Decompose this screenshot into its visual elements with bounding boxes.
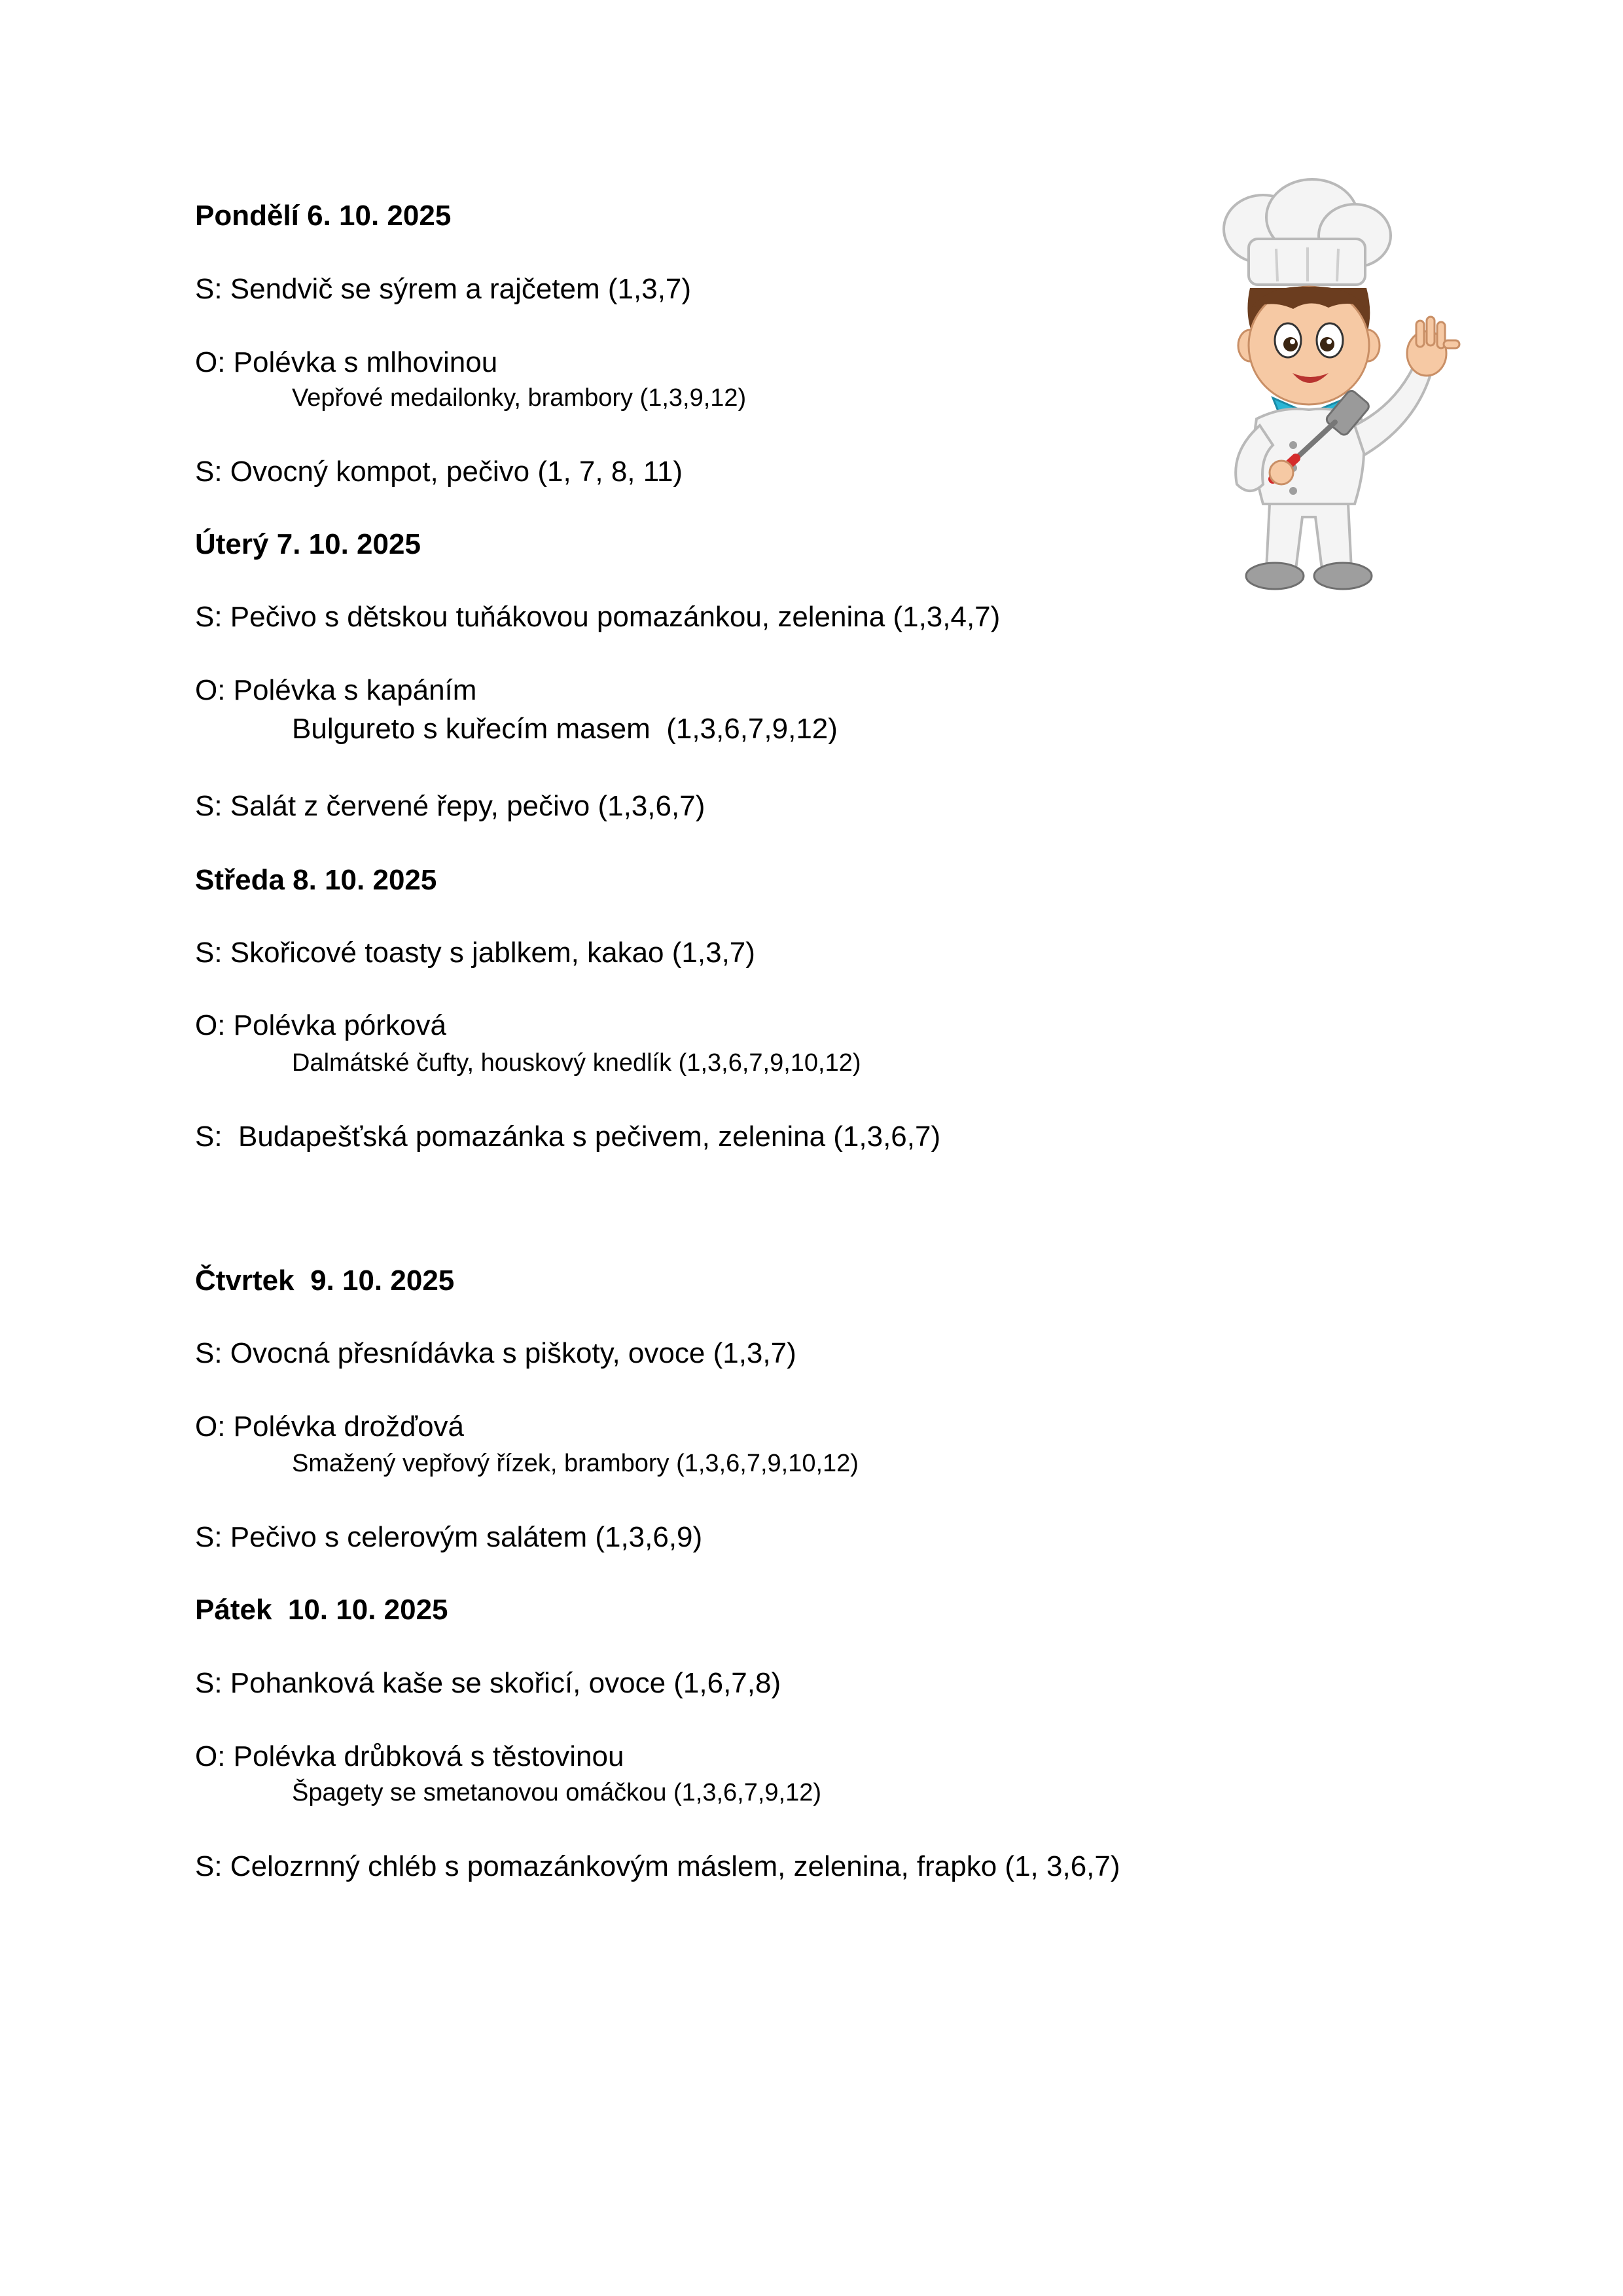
lunch-soup-friday: O: Polévka drůbková s těstovinou xyxy=(195,1740,624,1772)
day-heading-wednesday: Středa 8. 10. 2025 xyxy=(195,864,437,896)
lunch-main-wednesday: Dalmátské čufty, houskový knedlík (1,3,6,7,9,10,12) xyxy=(292,1049,861,1077)
morning-snack-tuesday: S: Pečivo s dětskou tuňákovou pomazánkou, zelenina (1,3,4,7) xyxy=(195,601,1001,633)
waving-hand xyxy=(1407,317,1459,376)
afternoon-snack-thursday: S: Pečivo s celerovým salátem (1,3,6,9) xyxy=(195,1521,703,1553)
day-heading-tuesday: Úterý 7. 10. 2025 xyxy=(195,528,421,560)
afternoon-snack-monday: S: Ovocný kompot, pečivo (1, 7, 8, 11) xyxy=(195,456,683,488)
chef-icon xyxy=(1139,177,1492,596)
afternoon-snack-friday: S: Celozrnný chléb s pomazánkovým máslem, zelenina, frapko (1, 3,6,7) xyxy=(195,1850,1120,1882)
lunch-main-thursday: Smažený vepřový řízek, brambory (1,3,6,7,9,10,12) xyxy=(292,1450,859,1477)
afternoon-snack-tuesday: S: Salát z červené řepy, pečivo (1,3,6,7) xyxy=(195,790,705,822)
morning-snack-monday: S: Sendvič se sýrem a rajčetem (1,3,7) xyxy=(195,273,692,305)
day-heading-monday: Pondělí 6. 10. 2025 xyxy=(195,200,452,232)
day-heading-friday: Pátek 10. 10. 2025 xyxy=(195,1594,448,1626)
morning-snack-thursday: S: Ovocná přesnídávka s piškoty, ovoce (1,3,7) xyxy=(195,1337,796,1369)
lunch-main-tuesday: Bulgureto s kuřecím masem (1,3,6,7,9,12) xyxy=(292,713,838,745)
day-heading-thursday: Čtvrtek 9. 10. 2025 xyxy=(195,1265,455,1297)
lunch-main-monday: Vepřové medailonky, brambory (1,3,9,12) xyxy=(292,384,747,412)
afternoon-snack-wednesday: S: Budapešťská pomazánka s pečivem, zelenina (1,3,6,7) xyxy=(195,1121,941,1153)
chef-hat xyxy=(1224,179,1391,285)
lunch-soup-thursday: O: Polévka drožďová xyxy=(195,1410,465,1443)
lunch-soup-monday: O: Polévka s mlhovinou xyxy=(195,346,498,378)
lunch-soup-tuesday: O: Polévka s kapáním xyxy=(195,674,477,706)
lunch-main-friday: Špagety se smetanovou omáčkou (1,3,6,7,9,12) xyxy=(292,1779,822,1806)
morning-snack-wednesday: S: Skořicové toasty s jablkem, kakao (1,3,7) xyxy=(195,937,755,969)
morning-snack-friday: S: Pohanková kaše se skořicí, ovoce (1,6,7,8) xyxy=(195,1667,781,1699)
lunch-soup-wednesday: O: Polévka pórková xyxy=(195,1009,446,1041)
